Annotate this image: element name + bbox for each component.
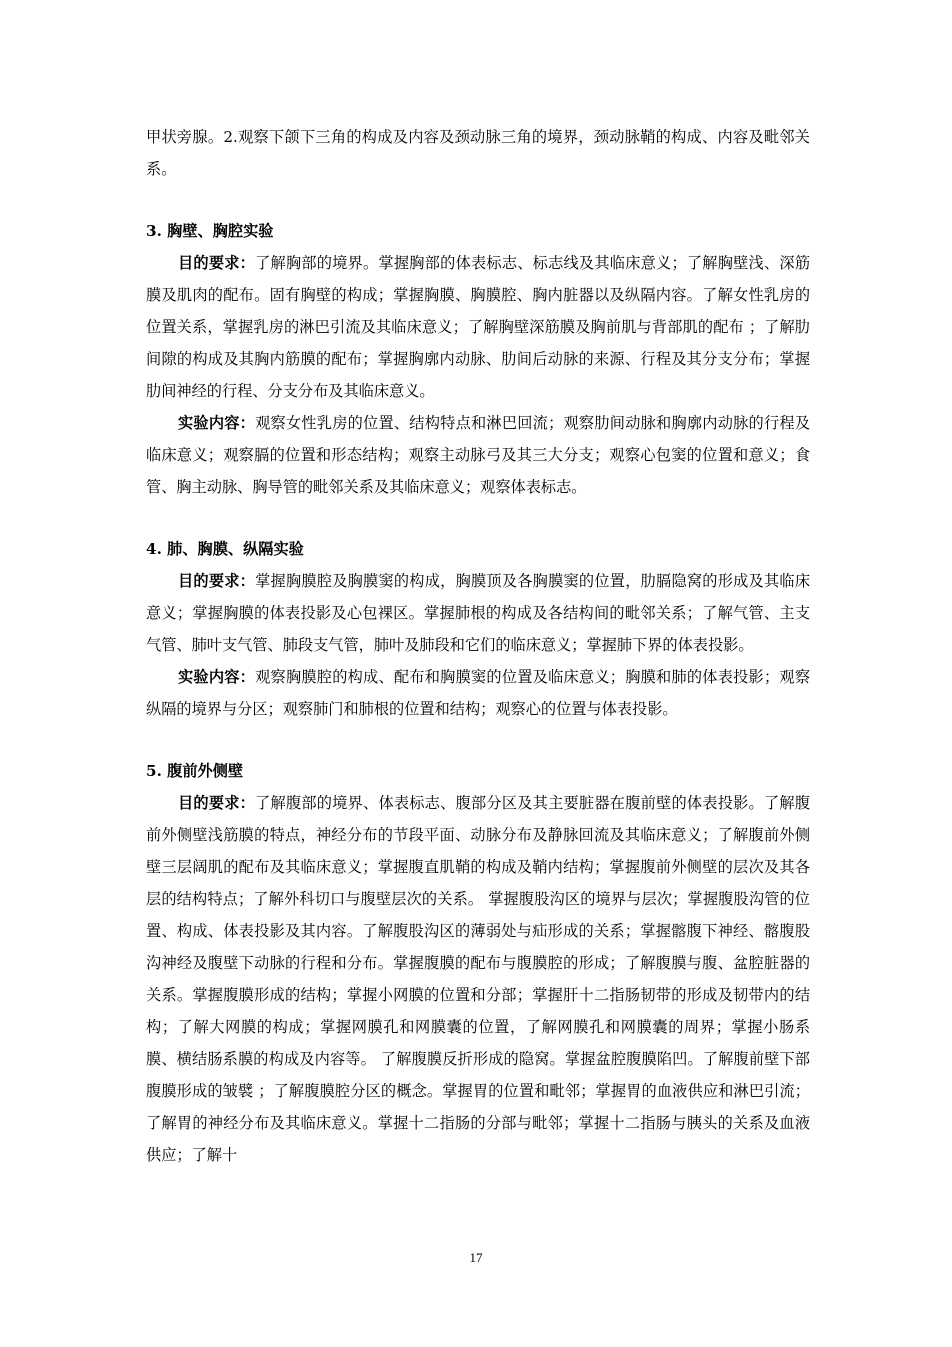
aim-paragraph [146, 247, 810, 407]
aim-label: 目的要求： [178, 254, 256, 272]
page-number: 17 [469, 1250, 483, 1265]
section-heading: 3. 胸壁、胸腔实验 [146, 222, 274, 240]
aim-text: 了解胸部的境界。掌握胸部的体表标志、标志线及其临床意义；了解胸壁浅、深筋膜及肌肉的配布。固有胸壁的构成；掌握胸膜、胸膜腔、胸内脏器以及纵隔内容。了解女性乳房的位置关系，掌握乳房的淋巴引流及其临床意义；了解胸壁深筋膜及胸前肌与背部肌的配布 ；了解肋间隙的构成及其胸内筋膜的配布；掌握胸廓内动脉、肋间后动脉的来源、行程及其分支分布；掌握肋间神经的行程、分支分布及其临床意义。 [146, 254, 811, 400]
content-paragraph [146, 661, 810, 725]
content-label: 实验内容： [178, 668, 256, 686]
section-heading: 5. 腹前外侧壁 [146, 762, 244, 780]
aim-label: 目的要求： [178, 794, 256, 812]
content-label: 实验内容： [178, 414, 256, 432]
section-heading: 4. 肺、胸膜、纵隔实验 [146, 540, 304, 558]
aim-text: 掌握胸膜腔及胸膜窦的构成，胸膜顶及各胸膜窦的位置，肋膈隐窝的形成及其临床意义；掌握胸膜的体表投影及心包裸区。掌握肺根的构成及各结构间的毗邻关系；了解气管、主支气管、肺叶支气管、肺段支气管，肺叶及肺段和它们的临床意义；掌握肺下界的体表投影。 [146, 572, 811, 654]
aim-paragraph [146, 565, 810, 661]
page-content [146, 121, 810, 1171]
content-text: 观察女性乳房的位置、结构特点和淋巴回流；观察肋间动脉和胸廓内动脉的行程及临床意义；观察膈的位置和形态结构；观察主动脉弓及其三大分支；观察心包窦的位置和意义；食管、胸主动脉、胸导管的毗邻关系及其临床意义；观察体表标志。 [146, 414, 811, 496]
aim-label: 目的要求： [178, 572, 256, 590]
content-paragraph [146, 407, 810, 503]
content-text: 观察胸膜腔的构成、配布和胸膜窦的位置及临床意义；胸膜和肺的体表投影；观察纵隔的境界与分区；观察肺门和肺根的位置和结构；观察心的位置与体表投影。 [146, 668, 811, 718]
aim-paragraph [146, 787, 810, 1171]
aim-text: 了解腹部的境界、体表标志、腹部分区及其主要脏器在腹前壁的体表投影。了解腹前外侧壁浅筋膜的特点，神经分布的节段平面、动脉分布及静脉回流及其临床意义；了解腹前外侧壁三层阔肌的配布及其临床意义；掌握腹直肌鞘的构成及鞘内结构；掌握腹前外侧壁的层次及其各层的结构特点；了解外科切口与腹壁层次的关系。 掌握腹股沟区的境界与层次；掌握腹股沟管的位置、构成、体表投影及其内容。了解腹股沟区的薄弱处与疝形成的关系；掌握髂腹下神经、髂腹股沟神经及腹壁下动脉的行程和分布。掌握腹膜的配布与腹膜腔的形成；了解腹膜与腹、盆腔脏器的关系。掌握腹膜形成的结构；掌握小网膜的位置和分部；掌握肝十二指肠韧带的形成及韧带内的结构；了解大网膜的构成；掌握网膜孔和网膜囊的位置，了解网膜孔和网膜囊的周界；掌握小肠系膜、横结肠系膜的构成及内容等。 了解腹膜反折形成的隐窝。掌握盆腔腹膜陷凹。了解腹前壁下部腹膜形成的皱襞 ；了解腹膜腔分区的概念。掌握胃的位置和毗邻；掌握胃的血液供应和淋巴引流；了解胃的神经分布及其临床意义。掌握十二指肠的分部与毗邻；掌握十二指肠与胰头的关系及血液供应；了解十 [146, 794, 811, 1164]
intro-paragraph: 甲状旁腺。2.观察下颌下三角的构成及内容及颈动脉三角的境界，颈动脉鞘的构成、内容及毗邻关系。 [146, 128, 810, 178]
